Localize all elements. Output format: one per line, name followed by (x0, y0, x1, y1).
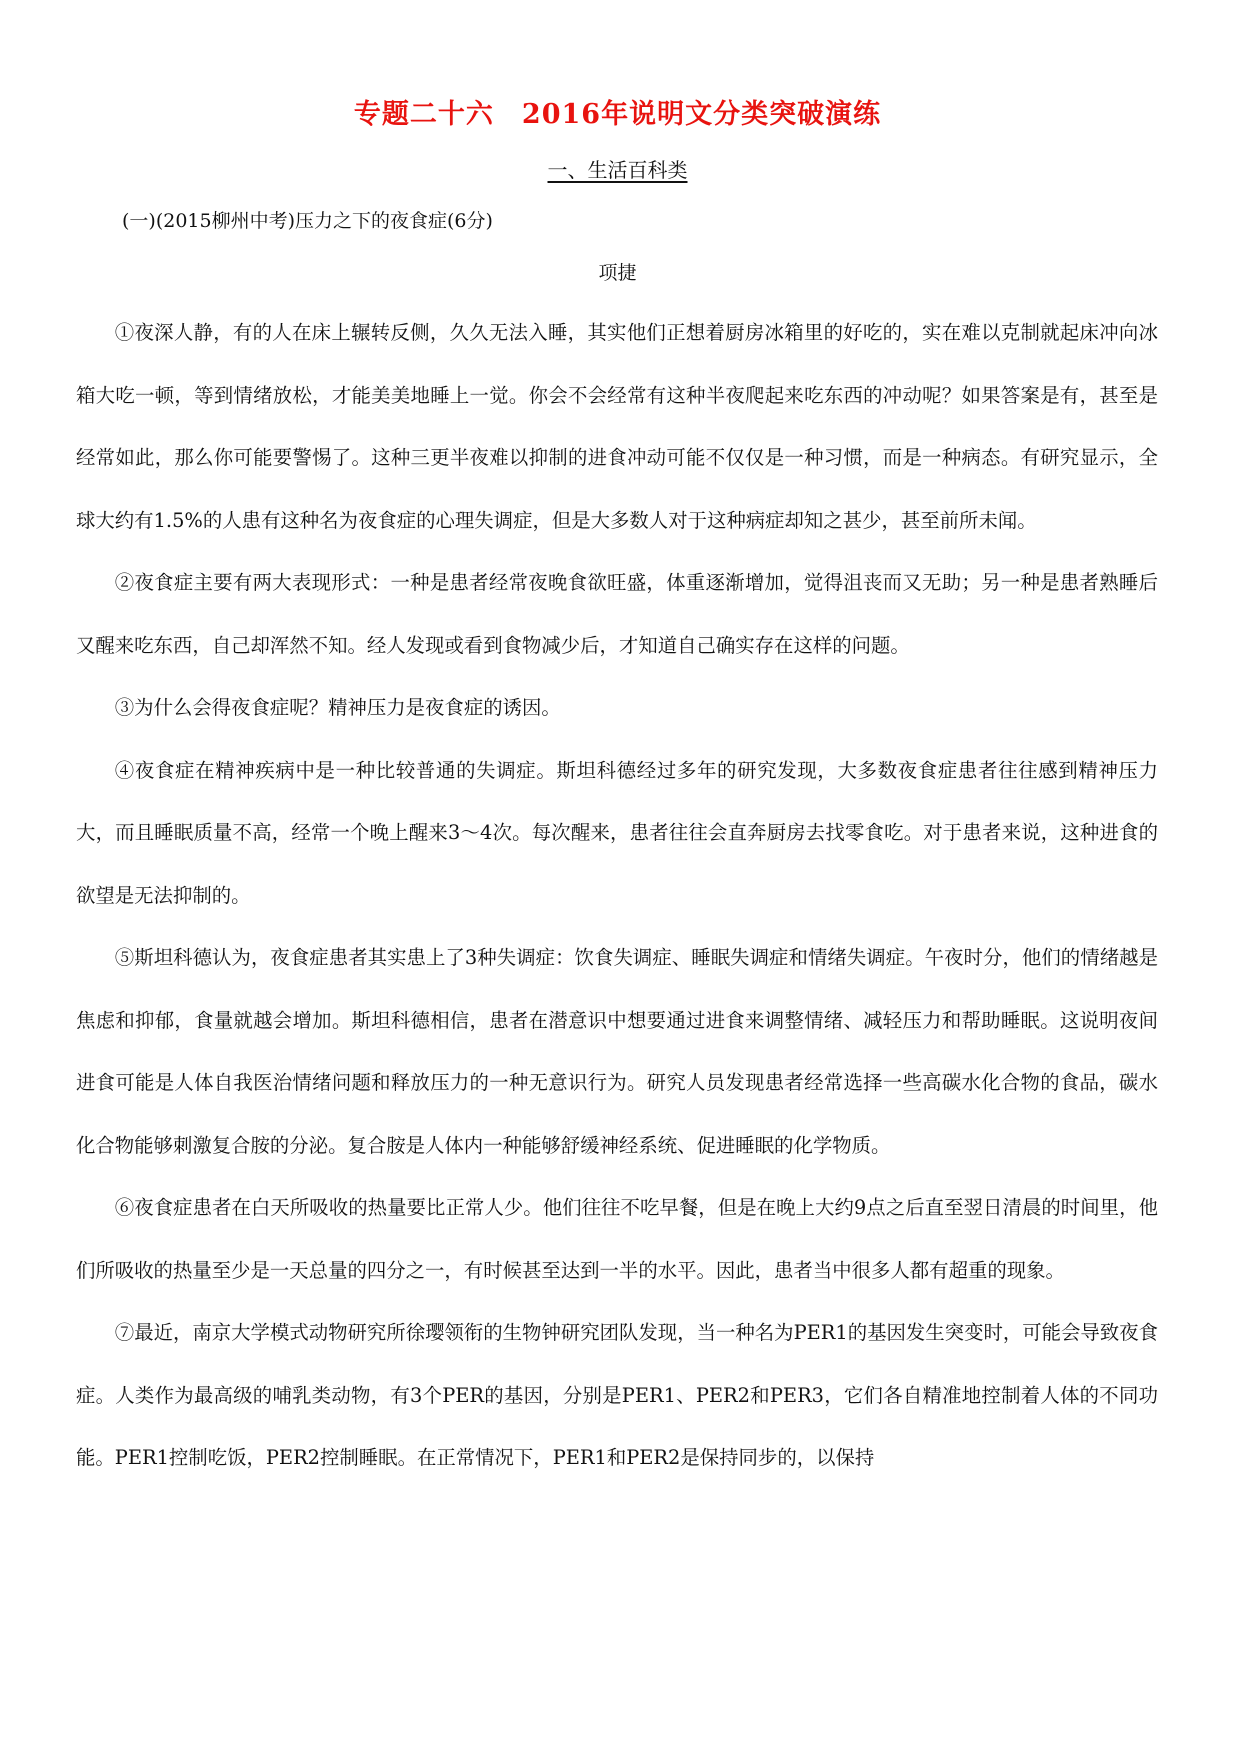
paragraph-7: ⑦最近，南京大学模式动物研究所徐璎领衔的生物钟研究团队发现，当一种名为PER1的基因发生突变时，可能会导致夜食症。人类作为最高级的哺乳类动物，有3个PER的基因，分别是PER1、PER2和PER3，它们各自精准地控制着人体的不同功能。PER1控制吃饭，PER2控制睡眠。在正常情况下，PER1和PER2是保持同步的，以保持 (76, 1321, 1158, 1469)
paragraph-3: ③为什么会得夜食症呢？精神压力是夜食症的诱因。 (114, 696, 561, 719)
article-body (76, 302, 1158, 1490)
paragraph-2: ②夜食症主要有两大表现形式：一种是患者经常夜晚食欲旺盛，体重逐渐增加，觉得沮丧而又无助；另一种是患者熟睡后又醒来吃东西，自己却浑然不知。经人发现或看到食物减少后，才知道自己确实存在这样的问题。 (76, 571, 1158, 657)
paragraph-5: ⑤斯坦科德认为，夜食症患者其实患上了3种失调症：饮食失调症、睡眠失调症和情绪失调症。午夜时分，他们的情绪越是焦虑和抑郁，食量就越会增加。斯坦科德相信，患者在潜意识中想要通过进食来调整情绪、减轻压力和帮助睡眠。这说明夜间进食可能是人体自我医治情绪问题和释放压力的一种无意识行为。研究人员发现患者经常选择一些高碳水化合物的食品，碳水化合物能够刺激复合胺的分泌。复合胺是人体内一种能够舒缓神经系统、促进睡眠的化学物质。 (76, 946, 1158, 1157)
paragraph-1: ①夜深人静，有的人在床上辗转反侧，久久无法入睡，其实他们正想着厨房冰箱里的好吃的，实在难以克制就起床冲向冰箱大吃一顿，等到情绪放松，才能美美地睡上一觉。你会不会经常有这种半夜爬起来吃东西的冲动呢？如果答案是有，甚至是经常如此，那么你可能要警惕了。这种三更半夜难以抑制的进食冲动可能不仅仅是一种习惯，而是一种病态。有研究显示，全球大约有1.5%的人患有这种名为夜食症的心理失调症，但是大多数人对于这种病症却知之甚少，甚至前所未闻。 (76, 321, 1158, 532)
section-heading: 一、生活百科类 (547, 158, 688, 182)
paragraph-4: ④夜食症在精神疾病中是一种比较普通的失调症。斯坦科德经过多年的研究发现，大多数夜食症患者往往感到精神压力大，而且睡眠质量不高，经常一个晚上醒来3～4次。每次醒来，患者往往会直奔厨房去找零食吃。对于患者来说，这种进食的欲望是无法抑制的。 (76, 758, 1158, 907)
paragraph-6: ⑥夜食症患者在白天所吸收的热量要比正常人少。他们往往不吃早餐，但是在晚上大约9点之后直至翌日清晨的时间里，他们所吸收的热量至少是一天总量的四分之一，有时候甚至达到一半的水平。因此，患者当中很多人都有超重的现象。 (76, 1196, 1158, 1282)
document-title: 专题二十六 2016年说明文分类突破演练 (353, 99, 882, 130)
article-source-line: (一)(2015柳州中考)压力之下的夜食症(6分) (122, 210, 493, 232)
article-author: 项捷 (598, 262, 637, 284)
